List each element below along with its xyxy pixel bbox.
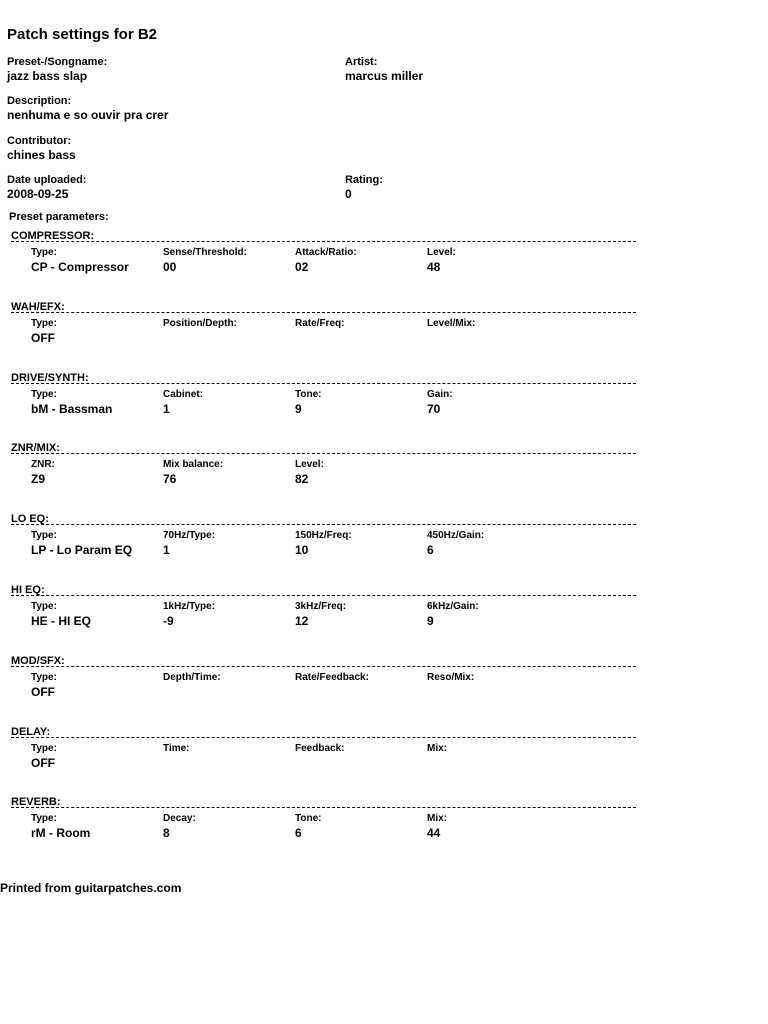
section-name: WAH/EFX: (11, 300, 65, 313)
contributor-value: chines bass (7, 148, 76, 162)
param-label: Rate/Freq: (295, 317, 345, 329)
artist-label: Artist: (345, 56, 378, 68)
param-value: OFF (31, 755, 55, 770)
date-value: 2008-09-25 (7, 187, 69, 201)
param-label: Gain: (427, 388, 453, 400)
param-label: Type: (31, 742, 57, 754)
param-label: Position/Depth: (163, 317, 237, 329)
param-value: 6 (295, 826, 302, 841)
param-value: 12 (295, 614, 309, 628)
section-divider (11, 524, 636, 525)
param-value: 02 (295, 260, 309, 274)
param-value: rM - Room (31, 826, 91, 841)
section-divider (11, 383, 636, 384)
param-label: Rate/Feedback: (295, 671, 369, 683)
param-label: Mix: (427, 813, 447, 825)
section-divider (11, 241, 636, 242)
param-label: 1kHz/Type: (163, 601, 216, 612)
section-name: DELAY: (11, 725, 51, 738)
param-label: Attack/Ratio: (295, 247, 357, 258)
param-label: Type: (31, 671, 57, 683)
section-divider (11, 666, 636, 667)
description-value: nenhuma e so ouvir pra crer (7, 108, 169, 122)
section-name: LO EQ: (11, 513, 49, 526)
param-value: 1 (163, 401, 170, 416)
param-label: Tone: (295, 813, 322, 825)
param-label: Tone: (295, 388, 322, 400)
param-value: bM - Bassman (31, 401, 113, 416)
param-value: CP - Compressor (31, 260, 129, 274)
param-value: 44 (427, 826, 441, 841)
param-label: ZNR: (31, 459, 55, 471)
rating-label: Rating: (345, 174, 383, 186)
section-name: DRIVE/SYNTH: (11, 371, 89, 384)
section-divider (11, 312, 636, 313)
section-divider (11, 595, 636, 596)
preset-value: jazz bass slap (7, 69, 88, 83)
footer-text: Printed from guitarpatches.com (0, 881, 182, 895)
section-name: COMPRESSOR: (11, 230, 95, 242)
section-divider (11, 807, 636, 808)
param-label: Mix: (427, 742, 447, 754)
param-value: 1 (163, 543, 170, 558)
param-value: 70 (427, 401, 441, 416)
param-label: 6kHz/Gain: (427, 601, 479, 612)
param-label: Reso/Mix: (427, 671, 475, 683)
param-value: 00 (163, 260, 177, 274)
param-label: Sense/Threshold: (163, 247, 247, 258)
section-divider (11, 737, 636, 738)
param-value: 10 (295, 543, 309, 558)
artist-value: marcus miller (345, 69, 424, 83)
param-label: Cabinet: (163, 388, 203, 400)
param-label: Level: (295, 459, 324, 471)
param-value: OFF (31, 684, 55, 699)
section-divider (11, 453, 636, 454)
description-label: Description: (7, 95, 72, 107)
preset-parameters-label: Preset parameters: (9, 211, 109, 223)
param-label: Level/Mix: (427, 317, 476, 329)
param-label: Type: (31, 388, 57, 400)
date-label: Date uploaded: (7, 174, 87, 186)
param-label: 450Hz/Gain: (427, 530, 485, 542)
param-label: Depth/Time: (163, 671, 221, 683)
param-value: OFF (31, 330, 55, 345)
param-label: Level: (427, 247, 456, 258)
param-value: 8 (163, 826, 170, 841)
param-value: Z9 (31, 472, 46, 487)
param-label: Decay: (163, 813, 196, 825)
param-value: HE - HI EQ (31, 614, 92, 628)
param-label: 3kHz/Freq: (295, 601, 347, 612)
param-label: Mix balance: (163, 459, 224, 471)
preset-label: Preset-/Songname: (7, 56, 108, 68)
page-title: Patch settings for B2 (7, 26, 158, 43)
param-value: 6 (427, 543, 434, 558)
param-label: Feedback: (295, 742, 345, 754)
param-label: Type: (31, 601, 57, 612)
param-label: Type: (31, 247, 57, 258)
param-value: LP - Lo Param EQ (31, 543, 133, 558)
param-value: 9 (295, 401, 302, 416)
param-label: Type: (31, 813, 57, 825)
section-name: ZNR/MIX: (11, 442, 60, 455)
param-value: 76 (163, 472, 177, 487)
param-value: 48 (427, 260, 441, 274)
rating-value: 0 (345, 187, 352, 201)
contributor-label: Contributor: (7, 135, 72, 147)
param-label: Type: (31, 530, 57, 542)
param-value: 9 (427, 614, 434, 628)
param-value: -9 (163, 614, 174, 628)
param-label: 70Hz/Type: (163, 530, 216, 542)
param-label: Time: (163, 742, 190, 754)
section-name: HI EQ: (11, 584, 45, 596)
param-label: 150Hz/Freq: (295, 530, 352, 542)
section-name: MOD/SFX: (11, 654, 65, 667)
param-value: 82 (295, 472, 309, 487)
param-label: Type: (31, 317, 57, 329)
section-name: REVERB: (11, 796, 61, 809)
